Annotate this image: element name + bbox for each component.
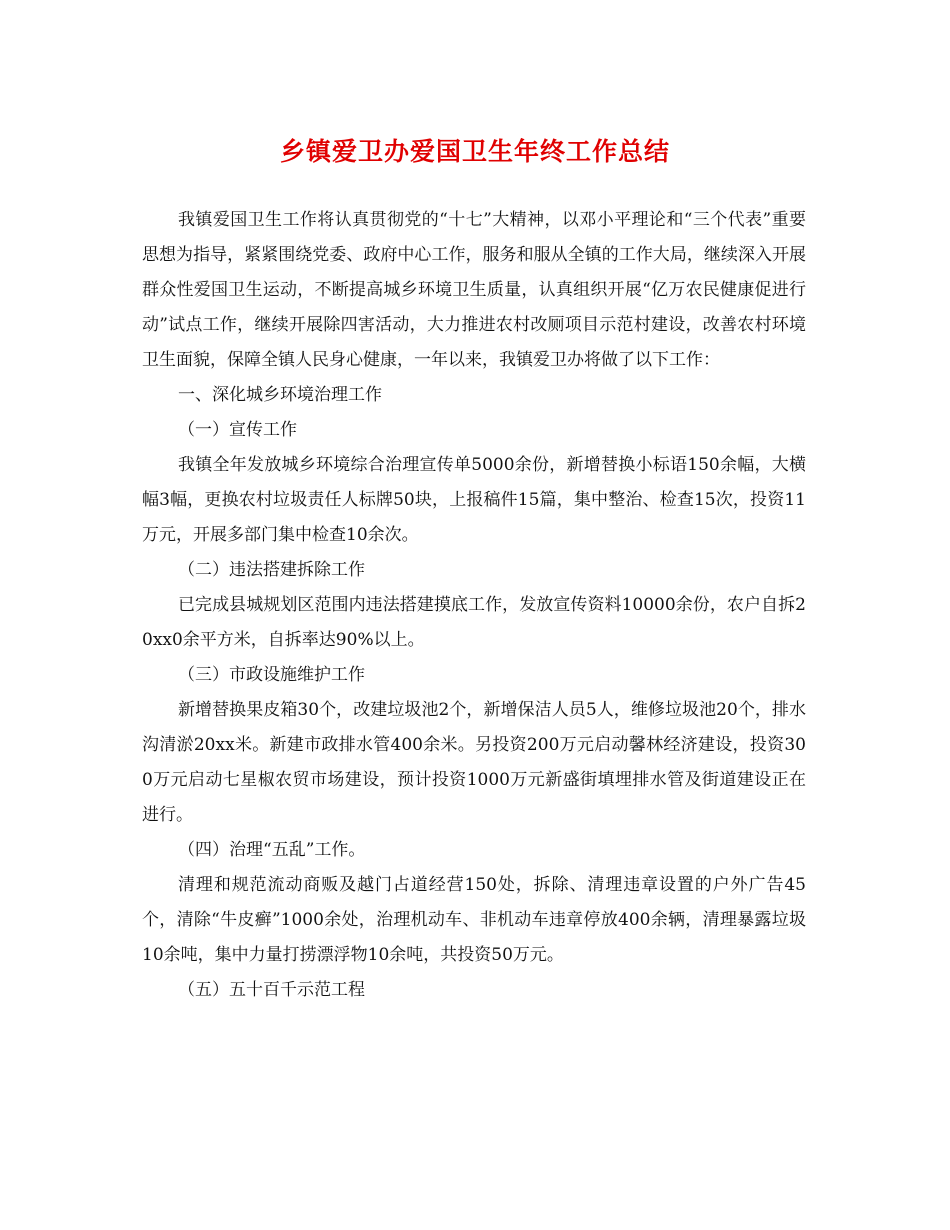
document-title: 乡镇爱卫办爱国卫生年终工作总结 xyxy=(279,137,670,166)
subsection-4-paragraph: 清理和规范流动商贩及越门占道经营150处，拆除、清理违章设置的户外广告45个，清除“牛皮癣”1000余处，治理机动车、非机动车违章停放400余辆，清理暴露垃圾10余吨，集中力量打捞漂浮物10余吨，共投资50万元。 xyxy=(142,875,806,965)
document-body xyxy=(142,203,806,1008)
subsection-1-paragraph: 我镇全年发放城乡环境综合治理宣传单5000余份，新增替换小标语150余幅，大横幅3幅，更换农村垃圾责任人标牌50块，上报稿件15篇，集中整治、检查15次，投资11万元，开展多部门集中检查10余次。 xyxy=(142,455,806,545)
subsection-3-heading: （三）市政设施维护工作 xyxy=(178,665,365,685)
subsection-4-heading: （四）治理“五乱”工作。 xyxy=(178,840,366,860)
section-1-heading: 一、深化城乡环境治理工作 xyxy=(178,385,382,405)
intro-paragraph: 我镇爱国卫生工作将认真贯彻党的“十七”大精神，以邓小平理论和“三个代表”重要思想为指导，紧紧围绕党委、政府中心工作，服务和服从全镇的工作大局，继续深入开展群众性爱国卫生运动，不断提高城乡环境卫生质量，认真组织开展“亿万农民健康促进行动”试点工作，继续开展除四害活动，大力推进农村改厕项目示范村建设，改善农村环境卫生面貌，保障全镇人民身心健康，一年以来，我镇爱卫办将做了以下工作： xyxy=(142,210,806,370)
subsection-5-heading: （五）五十百千示范工程 xyxy=(178,980,365,1000)
subsection-2-heading: （二）违法搭建拆除工作 xyxy=(178,560,365,580)
subsection-2-paragraph: 已完成县城规划区范围内违法搭建摸底工作，发放宣传资料10000余份，农户自拆20xx0余平方米，自拆率达90%以上。 xyxy=(142,595,806,650)
subsection-3-paragraph: 新增替换果皮箱30个，改建垃圾池2个，新增保洁人员5人，维修垃圾池20个，排水沟清淤20xx米。新建市政排水管400余米。另投资200万元启动馨林经济建设，投资300万元启动七星椒农贸市场建设，预计投资1000万元新盛街填埋排水管及街道建设正在进行。 xyxy=(142,700,806,825)
subsection-1-heading: （一）宣传工作 xyxy=(178,420,297,440)
